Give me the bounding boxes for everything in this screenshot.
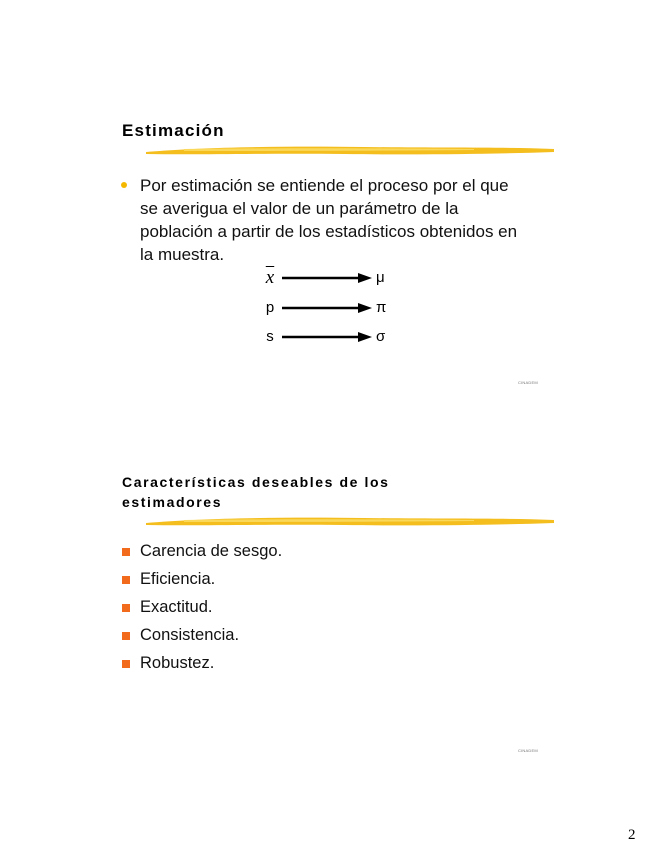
population-mean-symbol: μ bbox=[376, 269, 385, 286]
bullet-item bbox=[120, 540, 480, 563]
bullet-item bbox=[120, 174, 520, 266]
slide-footer: CINADEM bbox=[518, 380, 538, 385]
arrow-right-icon bbox=[282, 272, 372, 284]
slide-footer: CINADEM bbox=[518, 748, 538, 753]
title-underline-brush bbox=[144, 143, 556, 157]
sample-deviation-symbol: s bbox=[266, 328, 274, 345]
bullet-item bbox=[120, 568, 480, 591]
bullet-square-icon bbox=[122, 660, 130, 668]
bullet-text: Carencia de sesgo. bbox=[140, 542, 283, 560]
title-underline-brush bbox=[144, 514, 556, 528]
bullet-text: Consistencia. bbox=[140, 626, 240, 644]
bullet-item bbox=[120, 596, 480, 619]
statistic-parameter-mapping bbox=[262, 266, 402, 350]
bullet-square-icon bbox=[122, 548, 130, 556]
mapping-row-deviation bbox=[262, 327, 402, 347]
page-number: 2 bbox=[628, 827, 636, 843]
bullet-text: Por estimación se entiende el proceso por el que se averigua el valor de un parámetro de la población a partir de los estadísticos obtenidos en la muestra. bbox=[140, 176, 518, 264]
slide-estimacion bbox=[0, 0, 649, 420]
bullet-text: Exactitud. bbox=[140, 598, 213, 616]
bullet-square-icon bbox=[122, 576, 130, 584]
slide-title: Características deseables de los estimadores bbox=[122, 474, 390, 510]
mapping-row-proportion bbox=[262, 298, 402, 318]
bullet-text: Robustez. bbox=[140, 654, 215, 672]
bullet-list bbox=[120, 540, 480, 680]
bullet-item bbox=[120, 624, 480, 647]
bullet-text: Eficiencia. bbox=[140, 570, 216, 588]
bullet-square-icon bbox=[122, 604, 130, 612]
bullet-square-icon bbox=[122, 632, 130, 640]
slide-caracteristicas bbox=[0, 420, 649, 800]
sample-proportion-symbol: p bbox=[265, 299, 275, 316]
arrow-right-icon bbox=[282, 331, 372, 343]
slide-title: Estimación bbox=[122, 121, 225, 140]
sample-mean-symbol: $\overline{x}$ bbox=[265, 267, 275, 288]
arrow-right-icon bbox=[282, 302, 372, 314]
population-proportion-symbol: π bbox=[376, 299, 387, 316]
population-deviation-symbol: σ bbox=[376, 328, 386, 345]
bullet-item bbox=[120, 652, 480, 675]
bullet-list bbox=[120, 174, 520, 266]
bullet-dot-icon bbox=[121, 182, 127, 188]
mapping-row-mean bbox=[262, 268, 402, 288]
